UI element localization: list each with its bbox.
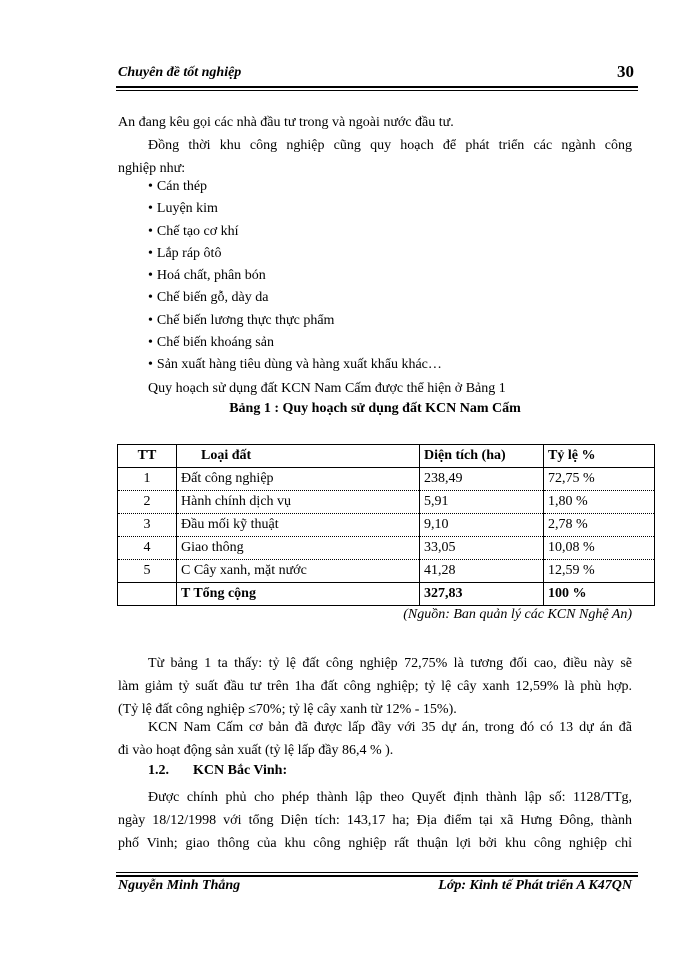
analysis-line4: KCN Nam Cấm cơ bản đã được lấp đầy với 35 dự án, trong đó có 13 dự án đã [148,720,632,735]
list-item: • Chế tạo cơ khí [148,221,442,243]
list-item: • Chế biến gỗ, dày da [148,287,442,309]
footer-rule-thin [116,872,638,873]
cell-land-type: Hành chính dịch vụ [177,491,420,514]
cell-land-type: Giao thông [177,537,420,560]
paragraph-industries-line1: Đồng thời khu công nghiệp cũng quy hoạch để phát triển các ngành công [148,138,632,153]
header-rule-thick [116,86,638,88]
paragraph-intro: An đang kêu gọi các nhà đầu tư trong và ngoài nước đầu tư. [118,115,454,130]
table-total-row [118,583,655,606]
table-caption: Bảng 1 : Quy hoạch sử dụng đất KCN Nam Cấm [229,401,521,416]
cell-area: 41,28 [420,560,544,583]
list-item: • Sản xuất hàng tiêu dùng và hàng xuất khẩu khác… [148,354,442,376]
document-title: Chuyên đề tốt nghiệp [118,65,242,80]
table-row [118,514,655,537]
cell-area: 9,10 [420,514,544,537]
table-row [118,491,655,514]
section-number: 1.2. [148,763,169,778]
section-heading [148,763,287,779]
industry-list [148,176,442,377]
cell-tt: 4 [118,537,177,560]
cell-tt: 3 [118,514,177,537]
header-ratio: Tỷ lệ % [544,445,655,468]
analysis-line2: làm giảm tỷ suất đầu tư trên 1ha đất công nghiệp; tỷ lệ cây xanh 12,59% là phù hợp. [118,679,632,694]
cell-ratio: 10,08 % [544,537,655,560]
page-number: 30 [617,62,634,81]
cell-ratio: 2,78 % [544,514,655,537]
cell-total-ratio: 100 % [544,583,655,606]
cell-area: 5,91 [420,491,544,514]
list-item: • Hoá chất, phân bón [148,265,442,287]
table-row [118,560,655,583]
list-item: • Lắp ráp ôtô [148,243,442,265]
analysis-line5: đi vào hoạt động sản xuất (tỷ lệ lấp đầy 86,4 % ). [118,743,394,758]
section-title: KCN Bắc Vinh: [193,763,288,778]
class-info: Lớp: Kinh tế Phát triển A K47QN [438,878,632,893]
analysis-line3: (Tỷ lệ đất công nghiệp ≤70%; tỷ lệ cây xanh từ 12% - 15%). [118,702,457,717]
header-rule-thin [116,90,638,91]
land-use-table [117,444,655,606]
cell-land-type: Đầu mối kỹ thuật [177,514,420,537]
header-tt: TT [118,445,177,468]
table-row [118,468,655,491]
cell-land-type: Đất công nghiệp [177,468,420,491]
table-source: (Nguồn: Ban quản lý các KCN Nghệ An) [403,607,632,622]
table-header-row [118,445,655,468]
cell-total-label: T Tổng cộng [177,583,420,606]
cell-tt: 2 [118,491,177,514]
list-item: • Cán thép [148,176,442,198]
footer-rule-thick [116,875,638,877]
bac-vinh-line1: Được chính phủ cho phép thành lập theo Quyết định thành lập số: 1128/TTg, [148,790,632,805]
bac-vinh-line2: ngày 18/12/1998 với tổng Diện tích: 143,17 ha; Địa điểm tại xã Hưng Đông, thành [118,813,632,828]
cell-total-area: 327,83 [420,583,544,606]
list-item: • Chế biến lương thực thực phẩm [148,310,442,332]
cell-ratio: 12,59 % [544,560,655,583]
cell-tt: 1 [118,468,177,491]
cell-tt: 5 [118,560,177,583]
cell-area: 33,05 [420,537,544,560]
cell-tt [118,583,177,606]
bac-vinh-line3: phố Vinh; giao thông của khu công nghiệp rất thuận lợi bởi khu công nghiệp chỉ [118,836,632,851]
cell-area: 238,49 [420,468,544,491]
author-name: Nguyễn Minh Thắng [118,878,241,893]
header-land-type: Loại đất [177,445,420,468]
page-header [118,62,636,84]
list-item: • Luyện kim [148,198,442,220]
page-footer [118,878,632,898]
cell-ratio: 1,80 % [544,491,655,514]
table-intro: Quy hoạch sử dụng đất KCN Nam Cấm được thể hiện ở Bảng 1 [148,381,506,396]
header-area: Diện tích (ha) [420,445,544,468]
table-row [118,537,655,560]
paragraph-industries-line2: nghiệp như: [118,161,186,176]
cell-ratio: 72,75 % [544,468,655,491]
list-item: • Chế biến khoáng sản [148,332,442,354]
cell-land-type: C Cây xanh, mặt nước [177,560,420,583]
analysis-line1: Từ bảng 1 ta thấy: tỷ lệ đất công nghiệp 72,75% là tương đối cao, điều này sẽ [148,656,632,671]
